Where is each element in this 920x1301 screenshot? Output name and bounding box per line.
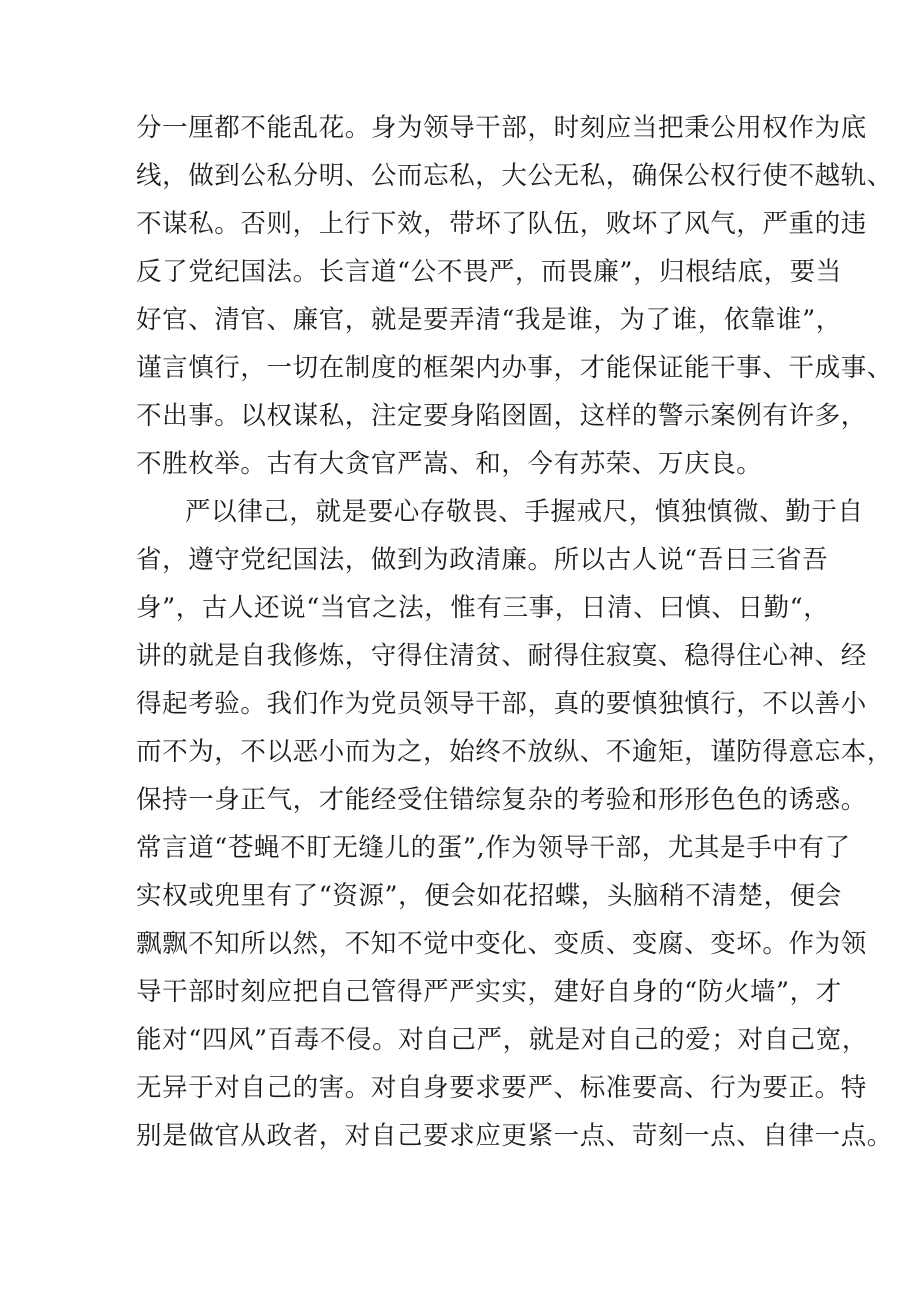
text-line-12: 讲的就是自我修炼，守得住清贫、耐得住寂寞、稳得住心神、经 (136, 641, 867, 671)
text-line-1: 分一厘都不能乱花。身为领导干部，时刻应当把秉公用权作为底 (136, 113, 867, 143)
text-line-11: 身”，古人还说“当官之法，惟有三事，日清、曰慎、日勤“， (136, 593, 830, 623)
text-line-18: 飘飘不知所以然，不知不觉中变化、变质、变腐、变坏。作为领 (136, 929, 867, 959)
text-line-3: 不谋私。否则，上行下效，带坏了队伍，败坏了风气，严重的违 (136, 209, 867, 239)
text-line-20: 能对“四风”百毒不侵。对自己严，就是对自己的爱；对自己宽， (136, 1025, 868, 1055)
text-line-2: 线，做到公私分明、公而忘私，大公无私，确保公权行使不越轨、 (136, 161, 893, 191)
text-line-8: 不胜枚举。古有大贪官严嵩、和，今有苏荣、万庆良。 (136, 449, 763, 479)
text-line-15: 保持一身正气，才能经受住错综复杂的考验和形形色色的诱惑。 (136, 785, 867, 815)
text-line-13: 得起考验。我们作为党员领导干部，真的要慎独慎行，不以善小 (136, 689, 867, 719)
text-line-5: 好官、清官、廉官，就是要弄清“我是谁，为了谁，依靠谁”， (136, 305, 842, 335)
paragraph-start-line: 严以律己，就是要心存敬畏、手握戒尺，慎独慎微、勤于自 (185, 497, 864, 527)
text-line-16: 常言道“苍蝇不盯无缝儿的蛋”,作为领导干部，尤其是手中有了 (136, 833, 851, 863)
text-line-21: 无异于对自己的害。对自身要求要严、标准要高、行为要正。特 (136, 1073, 867, 1103)
text-line-14: 而不为，不以恶小而为之，始终不放纵、不逾矩，谨防得意忘本， (136, 737, 893, 767)
text-line-22: 别是做官从政者，对自己要求应更紧一点、苛刻一点、自律一点。 (136, 1121, 893, 1151)
text-line-10: 省，遵守党纪国法，做到为政清廉。所以古人说“吾日三省吾 (136, 545, 829, 575)
text-line-6: 谨言慎行，一切在制度的框架内办事，才能保证能干事、干成事、 (136, 353, 893, 383)
text-line-7: 不出事。以权谋私，注定要身陷囹圄，这样的警示案例有许多， (136, 401, 867, 431)
text-line-17: 实权或兜里有了“资源”，便会如花招蝶，头脑稍不清楚，便会 (136, 881, 842, 911)
text-line-4: 反了党纪国法。长言道“公不畏严，而畏廉”，归根结底，要当 (136, 257, 842, 287)
text-line-19: 导干部时刻应把自己管得严严实实，建好自身的“防火墙”，才 (136, 977, 842, 1007)
